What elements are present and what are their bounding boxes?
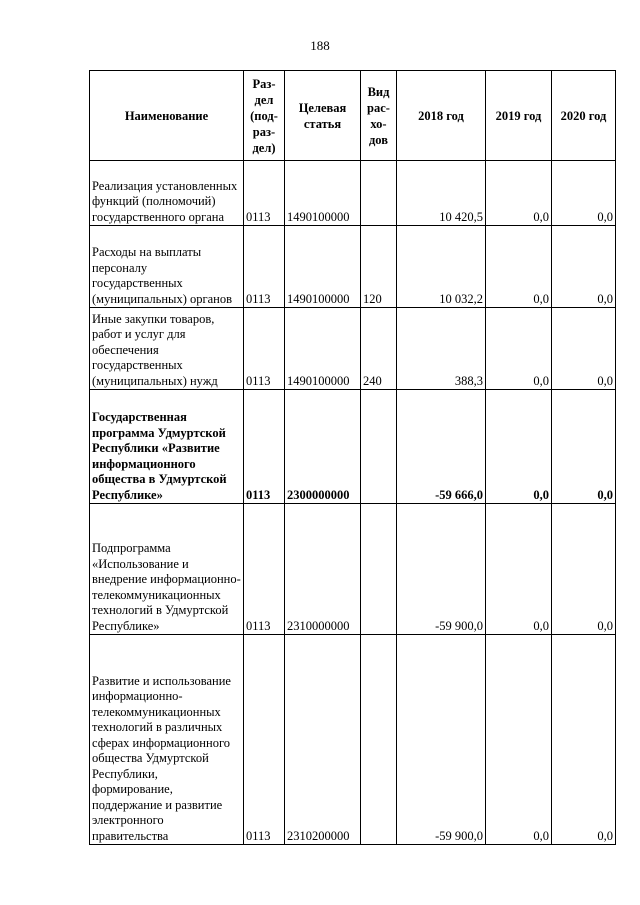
cell-kind: [361, 635, 397, 845]
cell-target: 1490100000: [285, 226, 361, 308]
cell-2019: 0,0: [486, 226, 552, 308]
cell-2018: 10 032,2: [397, 226, 486, 308]
header-name: Наименование: [90, 71, 244, 161]
page-number: 188: [310, 38, 330, 53]
cell-2019: 0,0: [486, 390, 552, 504]
cell-section: 0113: [244, 308, 285, 390]
header-2019: 2019 год: [486, 71, 552, 161]
cell-2019: 0,0: [486, 308, 552, 390]
cell-2020: 0,0: [552, 226, 616, 308]
header-target: Целевая статья: [285, 71, 361, 161]
cell-2020: 0,0: [552, 635, 616, 845]
cell-2018: -59 666,0: [397, 390, 486, 504]
cell-section: 0113: [244, 390, 285, 504]
cell-section: 0113: [244, 635, 285, 845]
header-2018: 2018 год: [397, 71, 486, 161]
cell-2018: -59 900,0: [397, 504, 486, 635]
cell-2019: 0,0: [486, 504, 552, 635]
header-section: Раз-дел (под-раз-дел): [244, 71, 285, 161]
table-row: [90, 161, 616, 226]
cell-name: Развитие и использование информационно-телекоммуникационных технологий в различных сферах информационного общества Удмуртской Республики, формирование, поддержание и развитие электронного правительства: [90, 635, 244, 845]
header-2020: 2020 год: [552, 71, 616, 161]
cell-2020: 0,0: [552, 308, 616, 390]
table-row: [90, 635, 616, 845]
table-header-row: [90, 71, 616, 161]
table-row: [90, 226, 616, 308]
cell-target: 1490100000: [285, 161, 361, 226]
cell-target: 2300000000: [285, 390, 361, 504]
cell-name: Расходы на выплаты персоналу государственных (муниципальных) органов: [90, 226, 244, 308]
cell-2020: 0,0: [552, 161, 616, 226]
cell-kind: [361, 504, 397, 635]
cell-section: 0113: [244, 226, 285, 308]
table-row: [90, 504, 616, 635]
cell-2020: 0,0: [552, 504, 616, 635]
cell-target: 1490100000: [285, 308, 361, 390]
cell-kind: [361, 390, 397, 504]
cell-section: 0113: [244, 504, 285, 635]
cell-name: Подпрограмма «Использование и внедрение информационно-телекоммуникационных технологий в Удмуртской Республике»: [90, 504, 244, 635]
cell-target: 2310000000: [285, 504, 361, 635]
cell-target: 2310200000: [285, 635, 361, 845]
cell-section: 0113: [244, 161, 285, 226]
cell-2019: 0,0: [486, 635, 552, 845]
cell-name: Реализация установленных функций (полномочий) государственного органа: [90, 161, 244, 226]
cell-2020: 0,0: [552, 390, 616, 504]
cell-kind: [361, 161, 397, 226]
cell-kind: 240: [361, 308, 397, 390]
cell-kind: 120: [361, 226, 397, 308]
table-row: [90, 390, 616, 504]
cell-2018: -59 900,0: [397, 635, 486, 845]
cell-2019: 0,0: [486, 161, 552, 226]
cell-name: Государственная программа Удмуртской Республики «Развитие информационного общества в Удмуртской Республике»: [90, 390, 244, 504]
table-row: [90, 308, 616, 390]
cell-2018: 388,3: [397, 308, 486, 390]
header-kind: Вид рас-хо-дов: [361, 71, 397, 161]
budget-table: [89, 70, 616, 845]
cell-name: Иные закупки товаров, работ и услуг для обеспечения государственных (муниципальных) нужд: [90, 308, 244, 390]
cell-2018: 10 420,5: [397, 161, 486, 226]
